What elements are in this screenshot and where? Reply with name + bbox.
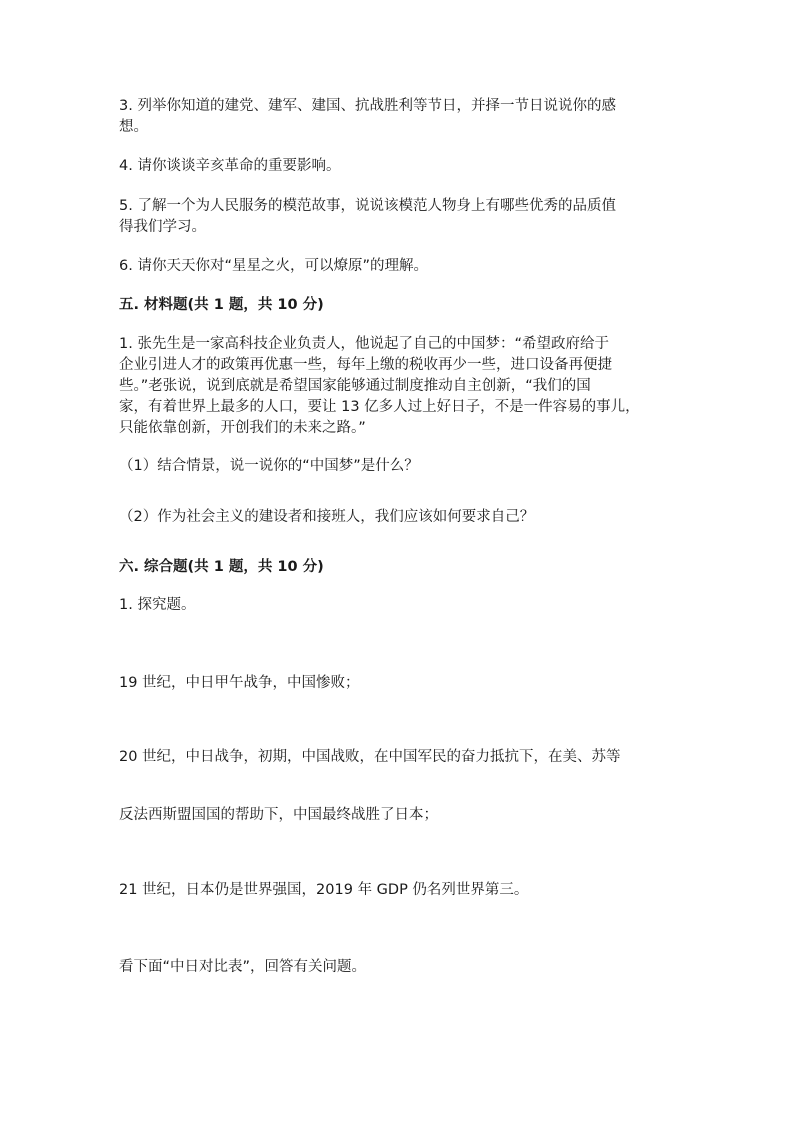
sub-question-1: （1）结合情景，说一说你的“中国梦”是什么？ — [119, 458, 419, 474]
question-5 — [119, 196, 679, 238]
question-3-line-2: 想。 — [119, 119, 148, 135]
question-5-line-1: 5. 了解一个为人民服务的模范故事，说说该模范人物身上有哪些优秀的品质值 — [119, 198, 616, 214]
sub-question-2: （2）作为社会主义的建设者和接班人，我们应该如何要求自己？ — [119, 509, 535, 525]
material-line-4: 家，有着世界上最多的人口，要让 13 亿多人过上好日子，不是一件容易的事儿， — [119, 399, 640, 415]
section-5-title: 五. 材料题(共 1 题，共 10 分) — [119, 297, 324, 313]
explore-title: 1. 探究题。 — [119, 597, 196, 613]
century-20-text-line-1: 20 世纪，中日战争，初期，中国战败，在中国军民的奋力抵抗下，在美、苏等 — [119, 749, 621, 765]
comparison-table-prompt: 看下面“中日对比表”，回答有关问题。 — [119, 959, 367, 975]
question-4: 4. 请你谈谈辛亥革命的重要影响。 — [119, 158, 341, 174]
material-line-3: 些。”老张说，说到底就是希望国家能够通过制度推动自主创新，“我们的国 — [119, 378, 591, 394]
material-text — [119, 334, 679, 439]
material-line-1: 1. 张先生是一家高科技企业负责人，他说起了自己的中国梦：“希望政府给于 — [119, 336, 609, 352]
question-3 — [119, 96, 679, 138]
question-6: 6. 请你天天你对“星星之火，可以燎原”的理解。 — [119, 258, 428, 274]
century-20-text-line-2: 反法西斯盟国国的帮助下，中国最终战胜了日本； — [119, 807, 438, 823]
question-5-line-2: 得我们学习。 — [119, 219, 206, 235]
material-line-2: 企业引进人才的政策再优惠一些，每年上缴的税收再少一些，进口设备再便捷 — [119, 357, 612, 373]
material-line-5: 只能依靠创新，开创我们的未来之路。” — [119, 420, 366, 436]
century-21-text: 21 世纪，日本仍是世界强国，2019 年 GDP 仍名列世界第三。 — [119, 882, 529, 898]
section-6-title: 六. 综合题(共 1 题，共 10 分) — [119, 559, 324, 575]
question-3-line-1: 3. 列举你知道的建党、建军、建国、抗战胜利等节日，并择一节日说说你的感 — [119, 98, 616, 114]
century-19-text: 19 世纪，中日甲午战争，中国惨败； — [119, 675, 360, 691]
